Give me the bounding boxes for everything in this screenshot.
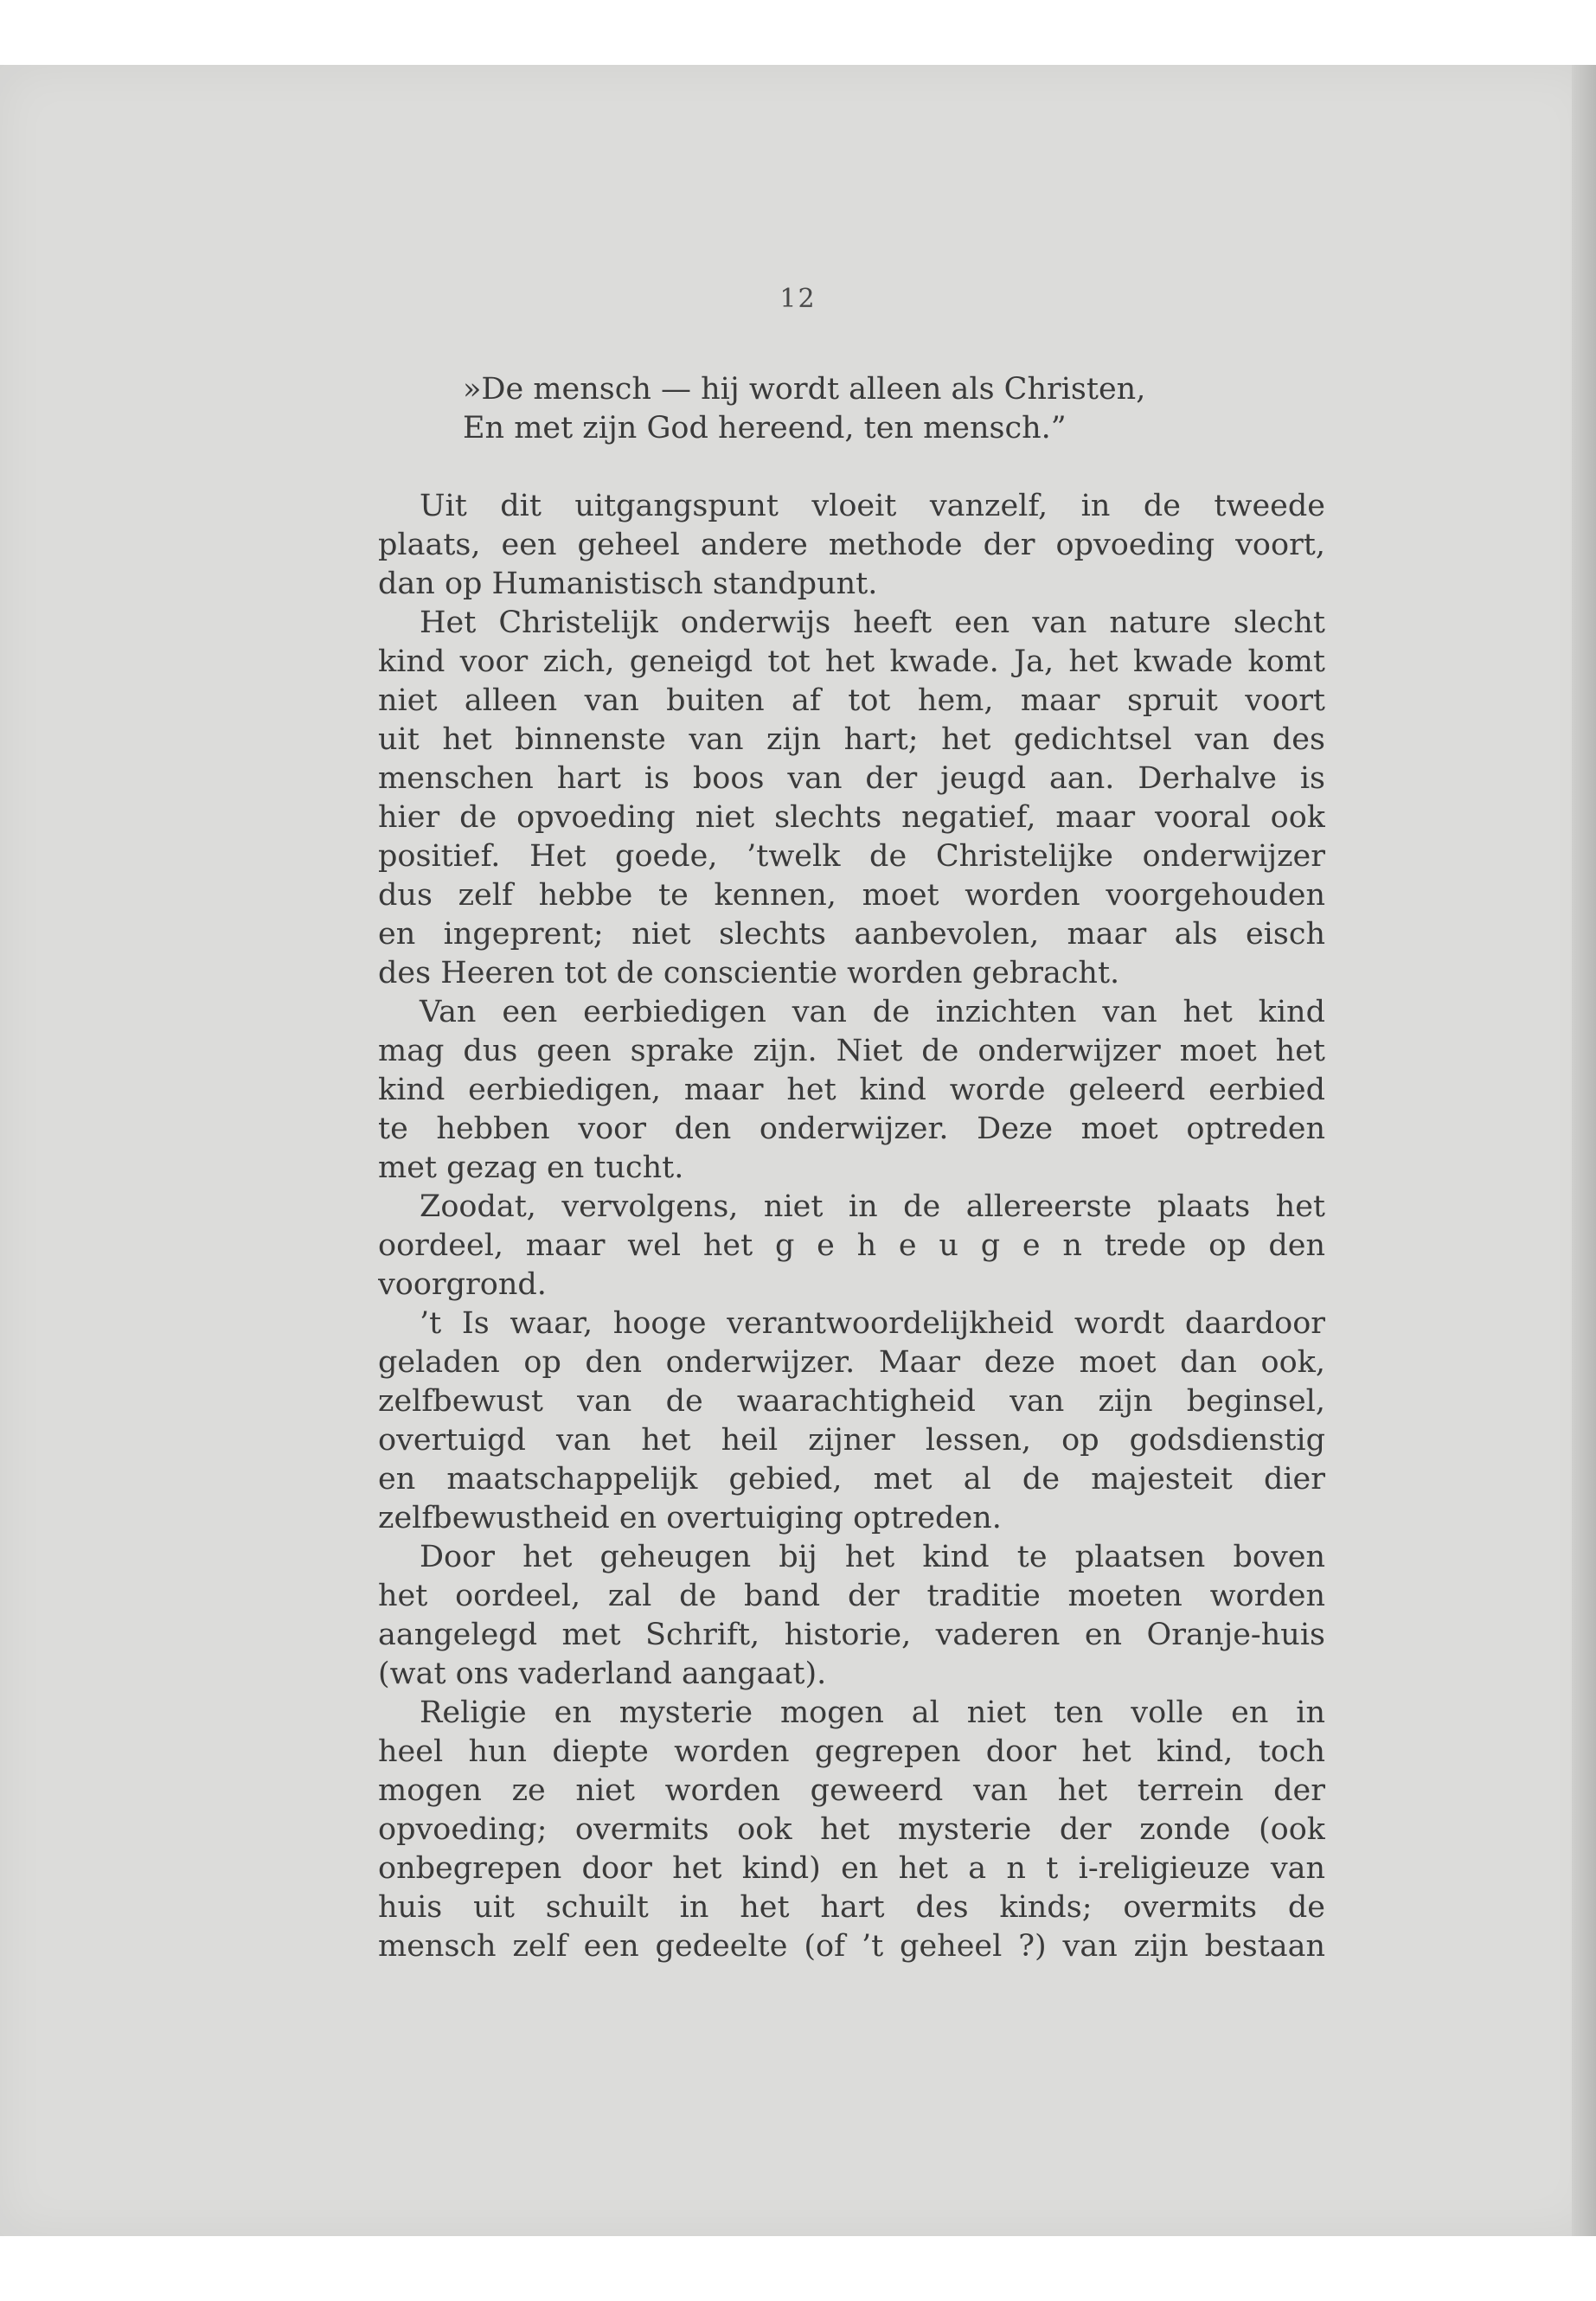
body-line: (wat ons vaderland aangaat).	[378, 1657, 827, 1691]
body-line: aangelegd met Schrift, historie, vaderen en Oranje-huis	[378, 1618, 1325, 1652]
body-line: geladen op den onderwijzer. Maar deze moet dan ook,	[378, 1345, 1325, 1380]
body-line: niet alleen van buiten af tot hem, maar spruit voort	[378, 683, 1325, 718]
body-line: te hebben voor den onderwijzer. Deze moet optreden	[378, 1112, 1325, 1146]
body-line: onbegrepen door het kind) en het a n t i-religieuze van	[378, 1851, 1325, 1886]
body-line: uit het binnenste van zijn hart; het gedichtsel van des	[378, 722, 1325, 757]
body-line: hier de opvoeding niet slechts negatief, maar vooral ook	[378, 800, 1325, 835]
body-line: Uit dit uitgangspunt vloeit vanzelf, in de tweede	[420, 489, 1325, 523]
verse-line: En met zijn God hereend, ten mensch.”	[463, 411, 1067, 445]
body-line: menschen hart is boos van der jeugd aan. Derhalve is	[378, 761, 1325, 796]
body-line: Zoodat, vervolgens, niet in de allereerste plaats het	[420, 1189, 1325, 1224]
body-line: Religie en mysterie mogen al niet ten volle en in	[420, 1695, 1325, 1730]
body-line: en ingeprent; niet slechts aanbevolen, maar als eisch	[378, 917, 1325, 952]
body-line: zelfbewust van de waarachtigheid van zijn beginsel,	[378, 1384, 1325, 1419]
body-line: heel hun diepte worden gegrepen door het kind, toch	[378, 1734, 1325, 1769]
body-line: oordeel, maar wel het g e h e u g e n trede op den	[378, 1228, 1325, 1263]
body-line: overtuigd van het heil zijner lessen, op godsdienstig	[378, 1423, 1325, 1458]
body-line: Van een eerbiedigen van de inzichten van het kind	[420, 995, 1325, 1029]
body-line: het oordeel, zal de band der traditie moeten worden	[378, 1579, 1325, 1613]
body-line: dus zelf hebbe te kennen, moet worden voorgehouden	[378, 878, 1325, 913]
body-line: mogen ze niet worden geweerd van het terrein der	[378, 1773, 1325, 1808]
body-text	[378, 487, 1325, 1966]
body-line: Door het geheugen bij het kind te plaatsen boven	[420, 1540, 1325, 1574]
body-line: mag dus geen sprake zijn. Niet de onderwijzer moet het	[378, 1034, 1325, 1068]
body-line: opvoeding; overmits ook het mysterie der zonde (ook	[378, 1812, 1325, 1847]
body-line: met gezag en tucht.	[378, 1150, 684, 1185]
body-line: des Heeren tot de conscientie worden gebracht.	[378, 956, 1120, 990]
body-line: en maatschappelijk gebied, met al de majesteit dier	[378, 1462, 1325, 1497]
verse-line: »De mensch — hij wordt alleen als Christen,	[463, 372, 1146, 407]
body-line: mensch zelf een gedeelte (of ’t geheel ?) van zijn bestaan	[378, 1929, 1325, 1964]
page-number: 12	[779, 284, 817, 314]
body-line: positief. Het goede, ’twelk de Christelijke onderwijzer	[378, 839, 1325, 874]
body-line: ’t Is waar, hooge verantwoordelijkheid wordt daardoor	[420, 1306, 1325, 1341]
body-line: huis uit schuilt in het hart des kinds; overmits de	[378, 1890, 1325, 1925]
body-line: voorgrond.	[378, 1267, 547, 1302]
body-line: zelfbewustheid en overtuiging optreden.	[378, 1501, 1002, 1535]
body-line: dan op Humanistisch standpunt.	[378, 567, 878, 601]
body-line: kind voor zich, geneigd tot het kwade. Ja, het kwade komt	[378, 644, 1325, 679]
body-line: Het Christelijk onderwijs heeft een van nature slecht	[420, 606, 1325, 640]
body-line: plaats, een geheel andere methode der opvoeding voort,	[378, 528, 1325, 562]
body-line: kind eerbiedigen, maar het kind worde geleerd eerbied	[378, 1073, 1325, 1107]
verse-quote	[463, 370, 1241, 448]
page-edge-shadow	[1572, 65, 1596, 2236]
